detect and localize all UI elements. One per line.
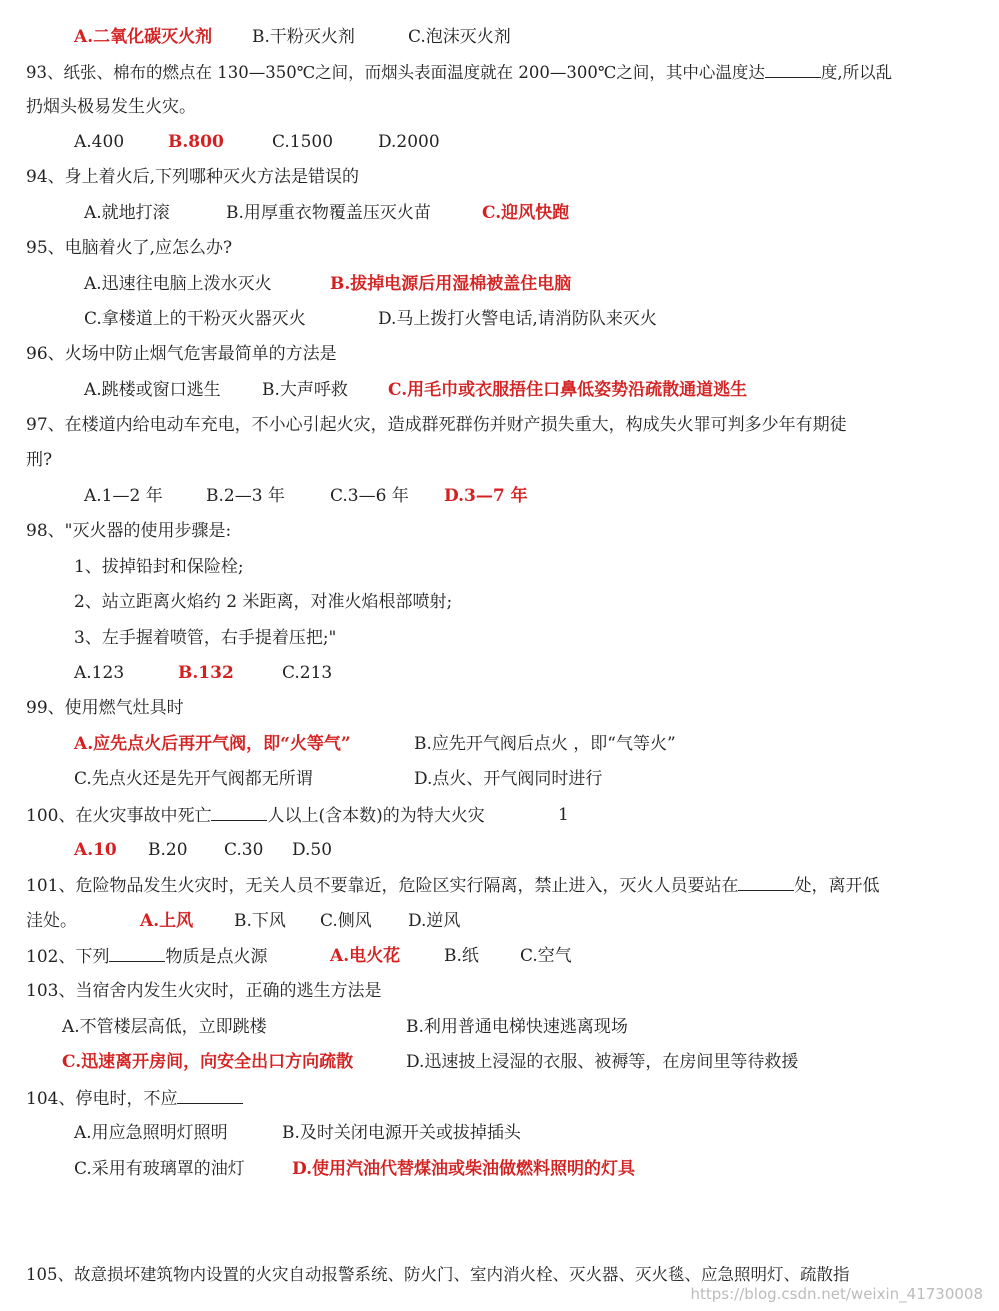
- q93-question-line2: 扔烟头极易发生火灾。: [26, 97, 196, 117]
- q93-question: [26, 61, 892, 84]
- q102-option-a: A.电火花: [330, 946, 401, 966]
- q101-option-c: C.侧风: [320, 911, 372, 931]
- q95-option-c: C.拿楼道上的干粉灭火器灭火: [84, 309, 306, 329]
- q93-text-end: 度,所以乱: [820, 63, 893, 82]
- q103-option-c: C.迅速离开房间，向安全出口方向疏散: [62, 1052, 354, 1072]
- q104-blank: [177, 1087, 243, 1104]
- q103-option-d: D.迅速披上浸湿的衣服、被褥等，在房间里等待救援: [406, 1052, 799, 1072]
- q104-text: 104、停电时，不应: [26, 1089, 178, 1109]
- q102-text: 102、下列: [26, 947, 110, 967]
- q103-question: 103、当宿舍内发生火灾时，正确的逃生方法是: [26, 981, 382, 1001]
- q97-option-b: B.2—3 年: [206, 486, 285, 506]
- q97-option-c: C.3—6 年: [330, 486, 409, 506]
- q101-option-a: A.上风: [140, 911, 194, 931]
- q93-option-c: C.1500: [272, 132, 334, 152]
- q99-option-a: A.应先点火后再开气阀，即“火等气”: [74, 734, 351, 754]
- q97-option-d: D.3—7 年: [444, 486, 528, 506]
- q103-option-a: A.不管楼层高低，立即跳楼: [62, 1017, 267, 1037]
- q98-step-3: 3、左手握着喷管，右手提着压把;": [74, 628, 337, 648]
- q98-option-a: A.123: [74, 663, 125, 683]
- q94-option-a: A.就地打滚: [84, 203, 170, 223]
- q98-option-c: C.213: [282, 663, 333, 683]
- q101-blank: [738, 874, 794, 891]
- q104-option-c: C.采用有玻璃罩的油灯: [74, 1159, 245, 1179]
- q93-option-b: B.800: [168, 132, 224, 152]
- q95-option-b: B.拔掉电源后用湿棉被盖住电脑: [330, 274, 572, 294]
- q103-option-b: B.利用普通电梯快速逃离现场: [406, 1017, 628, 1037]
- q102-blank: [109, 945, 165, 962]
- q96-option-a: A.跳楼或窗口逃生: [84, 380, 221, 400]
- q101-option-d: D.逆风: [408, 911, 461, 931]
- q98-option-b: B.132: [178, 663, 234, 683]
- q102-option-c: C.空气: [520, 946, 572, 966]
- q101-option-b: B.下风: [234, 911, 286, 931]
- q99-option-d: D.点火、开气阀同时进行: [414, 769, 603, 789]
- q94-question: 94、身上着火后,下列哪种灭火方法是错误的: [26, 167, 360, 187]
- q99-question: 99、使用燃气灶具时: [26, 698, 184, 718]
- q97-question-line2: 刑?: [26, 450, 53, 470]
- watermark: https://blog.csdn.net/weixin_41730008: [690, 1285, 983, 1303]
- q93-option-a: A.400: [74, 132, 125, 152]
- q101-text: 101、危险物品发生火灾时，无关人员不要靠近，危险区实行隔离，禁止进入，灭火人员要站在: [26, 876, 739, 896]
- q94-option-c: C.迎风快跑: [482, 203, 570, 223]
- q93-option-d: D.2000: [378, 132, 440, 152]
- q96-option-c: C.用毛巾或衣服捂住口鼻低姿势沿疏散通道逃生: [388, 380, 748, 400]
- q100-option-d: D.50: [292, 840, 333, 860]
- q92-option-c: C.泡沫灭火剂: [408, 27, 511, 47]
- q99-option-b: B.应先开气阀后点火 ，即“气等火”: [414, 734, 676, 754]
- q101-question-line2: 洼处。: [26, 911, 77, 931]
- q104-option-a: A.用应急照明灯照明: [74, 1123, 228, 1143]
- q95-option-a: A.迅速往电脑上泼水灭火: [84, 274, 272, 294]
- q92-option-b: B.干粉灭火剂: [252, 27, 355, 47]
- q102-text-end: 物质是点火源: [165, 947, 268, 967]
- q93-text: 93、纸张、棉布的燃点在 130—350℃之间，而烟头表面温度就在 200—300℃之间，其中心温度达: [26, 63, 765, 82]
- q98-step-2: 2、站立距离火焰约 2 米距离，对准火焰根部喷射;: [74, 592, 453, 612]
- q104-question: [26, 1087, 243, 1110]
- q102-option-b: B.纸: [444, 946, 479, 966]
- q100-option-a: A.10: [74, 840, 117, 860]
- q104-option-b: B.及时关闭电源开关或拔掉插头: [282, 1123, 521, 1143]
- q102-question: [26, 945, 267, 968]
- q100-question: [26, 804, 485, 827]
- q96-option-b: B.大声呼救: [262, 380, 348, 400]
- q93-blank: [765, 61, 821, 78]
- q99-option-c: C.先点火还是先开气阀都无所谓: [74, 769, 313, 789]
- q100-option-b: B.20: [148, 840, 188, 860]
- q95-question: 95、电脑着火了,应怎么办?: [26, 238, 233, 258]
- q98-question: 98、"灭火器的使用步骤是:: [26, 521, 232, 541]
- q101-question: [26, 874, 879, 897]
- q105-question: 105、故意损坏建筑物内设置的火灾自动报警系统、防火门、室内消火栓、灭火器、灭火毯、应急照明灯、疏散指: [26, 1265, 850, 1284]
- q101-text-end: 处，离开低: [794, 876, 880, 896]
- q92-option-a: A.二氧化碳灭火剂: [74, 27, 213, 47]
- q100-blank: [211, 804, 267, 821]
- q100-text-end: 人以上(含本数)的为特大火灾: [267, 806, 485, 826]
- q100-text: 100、在火灾事故中死亡: [26, 806, 212, 826]
- q95-option-d: D.马上拨打火警电话,请消防队来灭火: [378, 309, 657, 329]
- q100-note: 1: [558, 805, 569, 825]
- q98-step-1: 1、拔掉铅封和保险栓;: [74, 557, 244, 577]
- q97-question: 97、在楼道内给电动车充电，不小心引起火灾，造成群死群伤并财产损失重大，构成失火罪可判多少年有期徒: [26, 415, 847, 435]
- q97-option-a: A.1—2 年: [84, 486, 163, 506]
- q96-question: 96、火场中防止烟气危害最简单的方法是: [26, 344, 337, 364]
- q100-option-c: C.30: [224, 840, 264, 860]
- q94-option-b: B.用厚重衣物覆盖压灭火苗: [226, 203, 431, 223]
- q104-option-d: D.使用汽油代替煤油或柴油做燃料照明的灯具: [292, 1159, 636, 1179]
